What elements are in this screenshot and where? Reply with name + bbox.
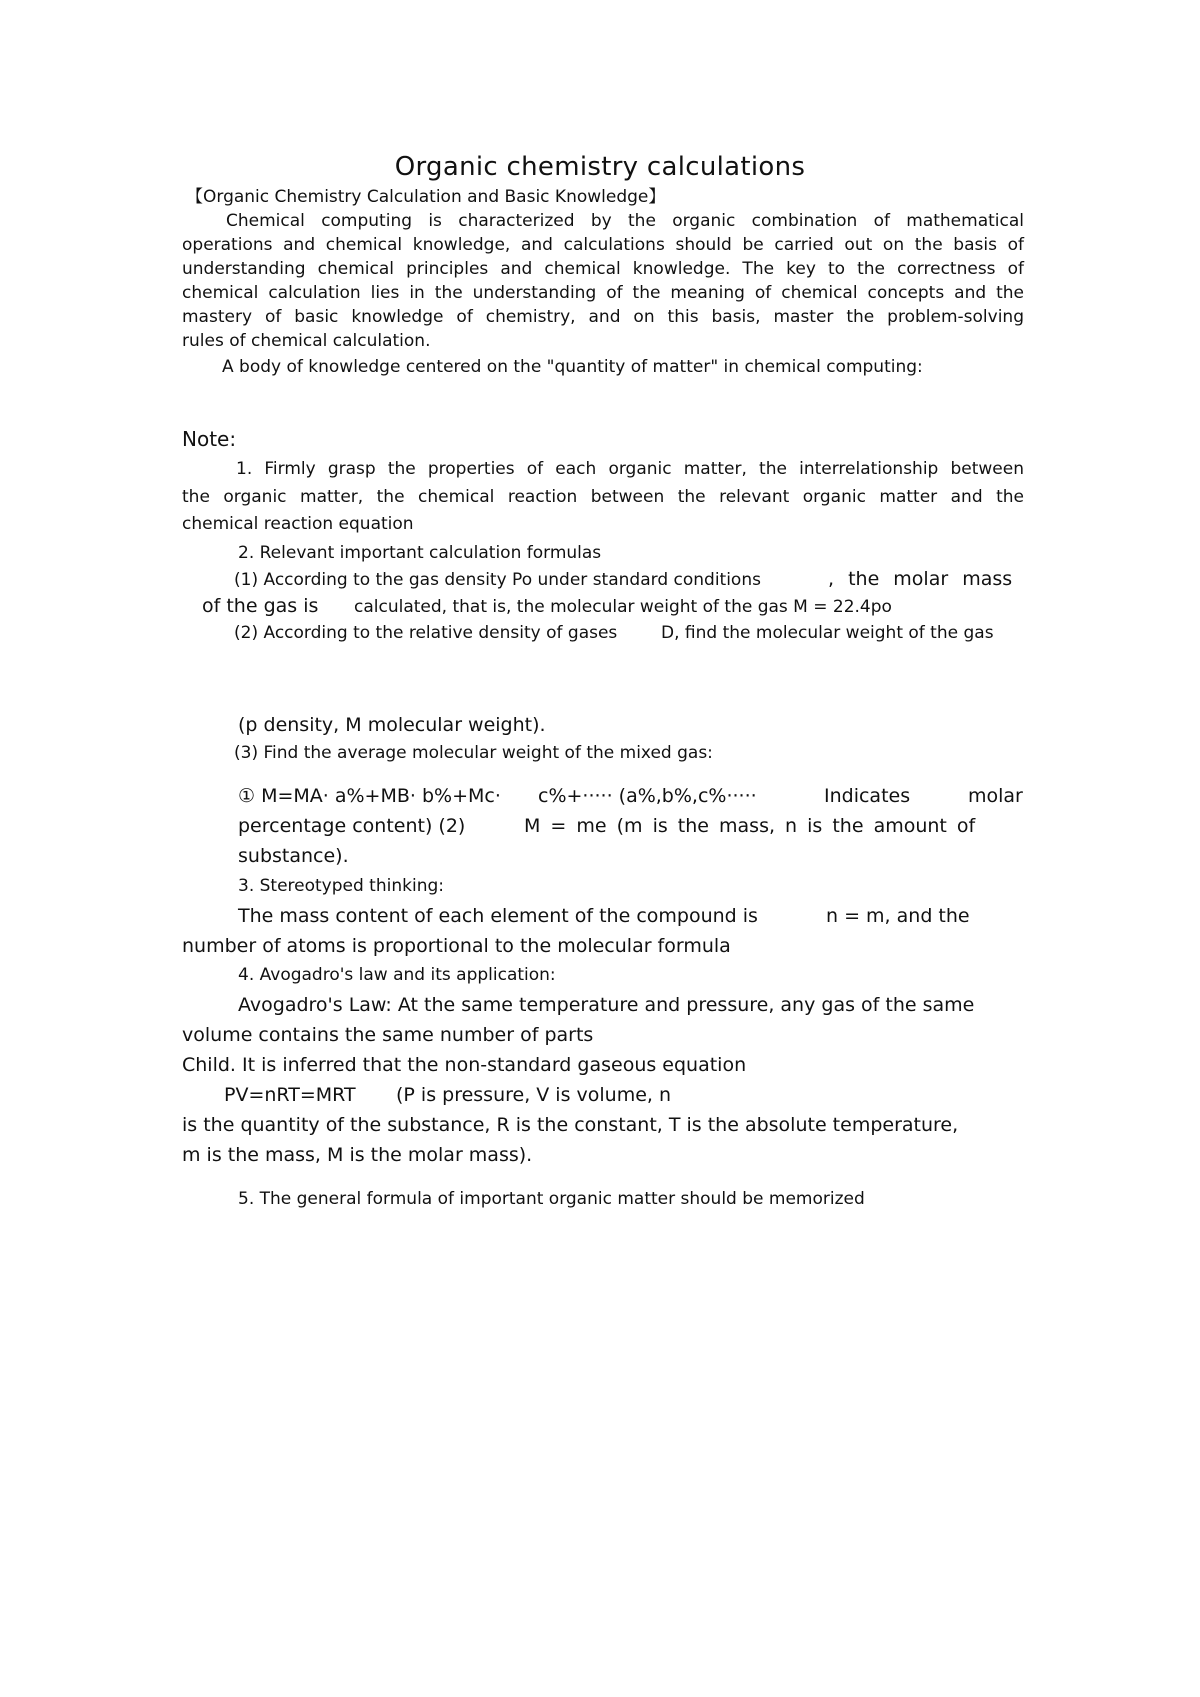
formula-3-line-1b: c%+····· (a%,b%,c%····· [538, 785, 757, 807]
point-1-line-2: the organic matter, the chemical reaction between the relevant organic matter and the [182, 487, 1024, 507]
point-3-line-2: number of atoms is proportional to the molecular formula [182, 935, 731, 957]
point-3-line-1b: n = m, and the [826, 905, 970, 927]
formula-2-line-1b: D, find the molecular weight of the gas [661, 623, 994, 643]
intro-line-4: chemical calculation lies in the understanding of the meaning of chemical concepts and the [182, 283, 1024, 303]
formula-3-line-2b: M = me (m is the mass, n is the amount of [524, 815, 976, 837]
formula-3-line-2a: percentage content) (2) [238, 815, 466, 837]
formula-3-line-3: substance). [238, 845, 349, 867]
point-4-line-3: Child. It is inferred that the non-standard gaseous equation [182, 1054, 747, 1076]
intro-line-1: Chemical computing is characterized by the organic combination of mathematical [226, 211, 1024, 231]
intro-line-3: understanding chemical principles and chemical knowledge. The key to the correctness of [182, 259, 1024, 279]
formula-3-heading: (3) Find the average molecular weight of the mixed gas: [234, 743, 713, 763]
formula-3-line-1a: ① M=MA· a%+MB· b%+Mc· [238, 785, 501, 807]
intro-line-7: A body of knowledge centered on the "quantity of matter" in chemical computing: [222, 357, 923, 377]
point-4-line-4b: (P is pressure, V is volume, n [396, 1084, 672, 1106]
intro-line-2: operations and chemical knowledge, and calculations should be carried out on the basis of [182, 235, 1024, 255]
formula-1-line-1a: (1) According to the gas density Po under standard conditions [234, 570, 761, 590]
point-4-line-1: Avogadro's Law: At the same temperature and pressure, any gas of the same [238, 994, 975, 1016]
section-heading: 【Organic Chemistry Calculation and Basic Knowledge】 [186, 187, 666, 207]
note-label: Note: [182, 427, 237, 451]
point-1-line-1: 1. Firmly grasp the properties of each organic matter, the interrelationship between [236, 459, 1024, 479]
document-title: Organic chemistry calculations [394, 152, 806, 182]
intro-line-6: rules of chemical calculation. [182, 331, 431, 351]
formula-1-line-1b: , the molar mass [828, 568, 1013, 590]
point-4-line-2: volume contains the same number of parts [182, 1024, 594, 1046]
point-4-line-4a: PV=nRT=MRT [224, 1084, 356, 1106]
point-4-heading: 4. Avogadro's law and its application: [238, 965, 556, 985]
formula-1-line-2b: calculated, that is, the molecular weight of the gas M = 22.4po [354, 597, 892, 617]
formula-3-line-1d: molar [968, 785, 1023, 807]
point-2-heading: 2. Relevant important calculation formulas [238, 543, 602, 563]
point-1-line-3: chemical reaction equation [182, 514, 414, 534]
formula-2-line-1a: (2) According to the relative density of gases [234, 623, 618, 643]
point-5-heading: 5. The general formula of important organic matter should be memorized [238, 1189, 865, 1209]
point-3-heading: 3. Stereotyped thinking: [238, 876, 444, 896]
intro-line-5: mastery of basic knowledge of chemistry, and on this basis, master the problem-solving [182, 307, 1024, 327]
formula-2-note: (p density, M molecular weight). [238, 714, 546, 736]
point-4-line-5: is the quantity of the substance, R is the constant, T is the absolute temperature, [182, 1114, 959, 1136]
point-3-line-1a: The mass content of each element of the compound is [238, 905, 758, 927]
formula-3-line-1c: Indicates [824, 785, 911, 807]
point-4-line-6: m is the mass, M is the molar mass). [182, 1144, 533, 1166]
formula-1-line-2a: of the gas is [202, 595, 319, 617]
